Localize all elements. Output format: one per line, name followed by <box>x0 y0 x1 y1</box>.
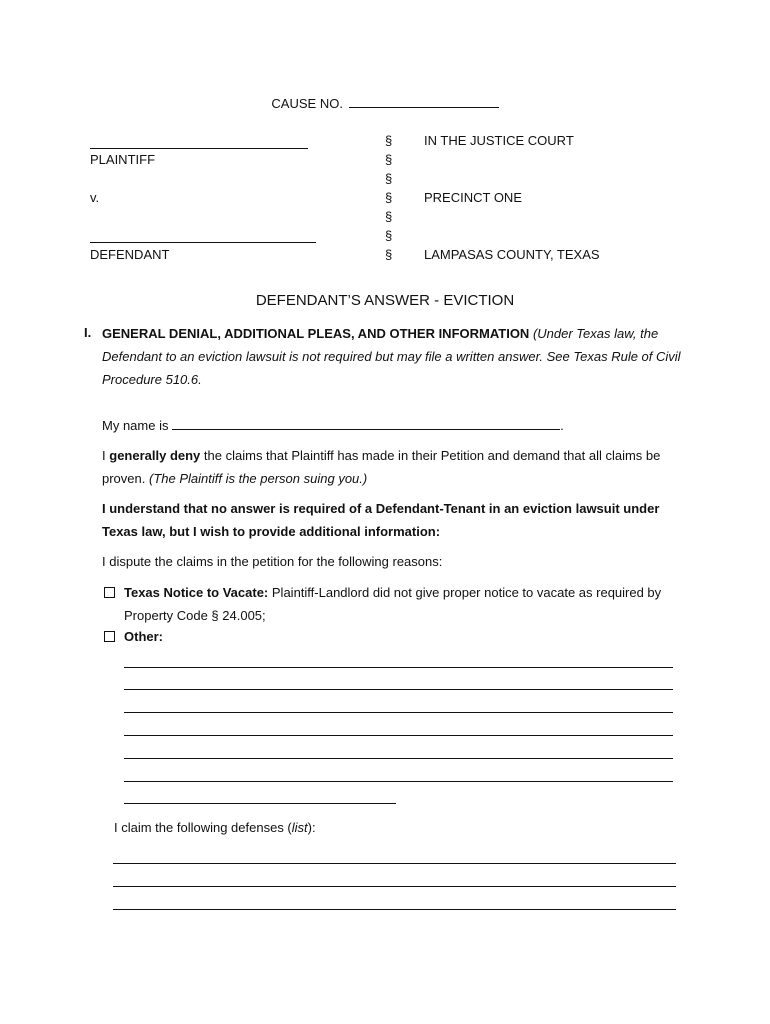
general-denial <box>102 444 687 490</box>
other-reason-line[interactable] <box>124 735 673 736</box>
section-symbol: § <box>385 152 393 167</box>
option1-label: Texas Notice to Vacate: <box>124 585 269 600</box>
cause-number-blank[interactable] <box>349 95 499 108</box>
section-heading-note: (Under Texas law, the Defendant to an eviction lawsuit is not required but may file a written answer. See Texas Rule of Civil Procedure 510.6. <box>102 326 681 387</box>
section-symbol: § <box>385 247 393 262</box>
name-suffix: . <box>560 418 564 433</box>
option2-label: Other: <box>124 629 163 644</box>
understand-statement: I understand that no answer is required of a Defendant-Tenant in an eviction lawsuit under Texas law, but I wish to provide additional information: <box>102 501 660 539</box>
defense-line[interactable] <box>113 863 676 864</box>
section-symbol: § <box>385 228 393 243</box>
other-reason-line[interactable] <box>124 758 673 759</box>
versus-label: v. <box>90 190 100 205</box>
defenses-italic: list <box>291 820 308 835</box>
defendant-name-line[interactable] <box>90 242 316 243</box>
deny-rest: the claims that Plaintiff has made in their Petition and demand that all claims be proven. <box>102 448 661 486</box>
notice-to-vacate-checkbox[interactable] <box>104 587 115 598</box>
other-checkbox[interactable] <box>104 631 115 642</box>
other-reason-line[interactable] <box>124 689 673 690</box>
name-statement <box>102 414 702 437</box>
deny-intro: I <box>102 448 106 463</box>
other-reason-line[interactable] <box>124 781 673 782</box>
other-reason-line[interactable] <box>124 803 396 804</box>
plaintiff-name-line[interactable] <box>90 148 308 149</box>
defenses-prefix: I claim the following defenses ( <box>114 820 292 835</box>
other-reason-line[interactable] <box>124 667 673 668</box>
notice-to-vacate-option <box>124 581 684 627</box>
option1-text: Plaintiff-Landlord did not give proper notice to vacate as required by Property Code § 24.005; <box>124 585 662 623</box>
section-heading-text: GENERAL DENIAL, ADDITIONAL PLEAS, AND OTHER INFORMATION <box>102 326 530 341</box>
section-number: I. <box>84 325 92 340</box>
cause-number <box>0 95 770 111</box>
court-name: IN THE JUSTICE COURT <box>424 133 574 148</box>
other-option <box>124 625 684 648</box>
defendant-label: DEFENDANT <box>90 247 170 262</box>
defenses-statement <box>114 816 674 839</box>
defense-line[interactable] <box>113 909 676 910</box>
section-symbol: § <box>385 133 393 148</box>
defense-line[interactable] <box>113 886 676 887</box>
deny-bold: generally deny <box>109 448 201 463</box>
section-heading <box>102 322 682 391</box>
section-symbol: § <box>385 209 393 224</box>
deny-note: (The Plaintiff is the person suing you.) <box>149 471 368 486</box>
plaintiff-label: PLAINTIFF <box>90 152 156 167</box>
defenses-suffix: ): <box>307 820 316 835</box>
document-title: DEFENDANT’S ANSWER - EVICTION <box>255 292 515 309</box>
cause-label: CAUSE NO. <box>271 96 343 111</box>
court-precinct: PRECINCT ONE <box>424 190 522 205</box>
other-reason-line[interactable] <box>124 712 673 713</box>
name-prefix: My name is <box>102 418 169 433</box>
dispute-statement: I dispute the claims in the petition for the following reasons: <box>102 554 443 569</box>
section-symbol: § <box>385 190 393 205</box>
court-county: LAMPASAS COUNTY, TEXAS <box>424 247 600 262</box>
section-symbol: § <box>385 171 393 186</box>
name-input-line[interactable] <box>172 417 560 430</box>
